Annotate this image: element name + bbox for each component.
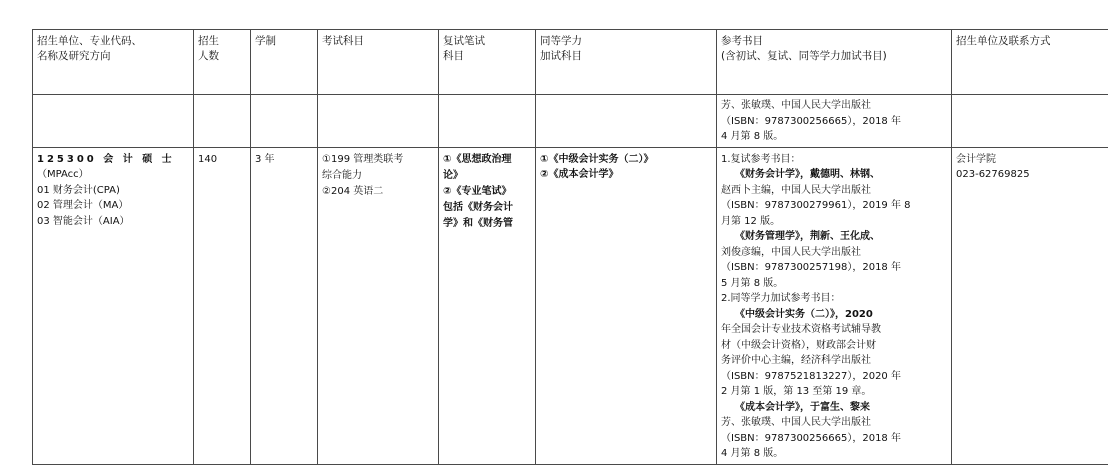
cell-equivalent [536,95,717,148]
header-cell-retest [439,30,536,95]
book-line: （ISBN：9787300256665），2018 年 [721,431,947,447]
book-line: 《财务会计学》，戴德明、林钢、 [721,167,947,183]
header-cell-enroll [194,30,251,95]
header-cell-exam [318,30,439,95]
cell-equivalent [536,147,717,464]
retest-line: 论》 [443,168,531,184]
header-line: 考试科目 [322,34,434,49]
book-line: 《成本会计学》，于富生、黎来 [721,400,947,416]
table-header [33,30,1108,95]
cell-length: 3 年 [251,147,318,464]
header-line: 名称及研究方向 [37,49,189,64]
cell-contact [952,147,1108,464]
cell-exam [318,147,439,464]
cell-major [33,147,194,464]
header-row [33,30,1108,95]
book-line: （ISBN：9787300257198），2018 年 [721,260,947,276]
book-line: 4 月第 8 版。 [721,446,947,462]
header-cell-major [33,30,194,95]
header-cell-equivalent [536,30,717,95]
table-row [33,147,1108,464]
table-row [33,95,1108,148]
book-line: 《财务管理学》，荆新、王化成、 [721,229,947,245]
major-direction: 01 财务会计(CPA) [37,183,189,199]
book-line: （ISBN：9787521813227），2020 年 [721,369,947,385]
header-cell-books [717,30,952,95]
equivalent-line: ①《中级会计实务（二）》 [540,152,712,168]
cell-exam [318,95,439,148]
book-line: （ISBN：9787300256665），2018 年 [721,114,947,130]
book-line: 5 月第 8 版。 [721,276,947,292]
book-line: 4 月第 8 版。 [721,129,947,145]
header-line: 人数 [198,49,246,64]
cell-books [717,147,952,464]
book-section-title: 2.同等学力加试参考书目： [721,291,947,307]
retest-line: 包括《财务会计 [443,200,531,216]
book-line: 材（中级会计资格），财政部会计财 [721,338,947,354]
header-line: 参考书目 [721,34,947,49]
cell-enroll: 140 [194,147,251,464]
exam-line: ①199 管理类联考 [322,152,434,168]
contact-department: 会计学院 [956,152,1108,168]
header-line: 复试笔试 [443,34,531,49]
book-line: 赵西卜主编，中国人民大学出版社 [721,183,947,199]
cell-length [251,95,318,148]
book-line: 刘俊彦编，中国人民大学出版社 [721,245,947,261]
book-line: 芳、张敏璞、中国人民大学出版社 [721,98,947,114]
cell-retest [439,95,536,148]
book-line: 月第 12 版。 [721,214,947,230]
header-line: (含初试、复试、同等学力加试书目) [721,49,947,64]
header-line: 加试科目 [540,49,712,64]
retest-line: 学》和《财务管 [443,216,531,232]
header-line: 科目 [443,49,531,64]
header-line: 招生单位、专业代码、 [37,34,189,49]
book-line: 务评价中心主编，经济科学出版社 [721,353,947,369]
book-section-title: 1.复试参考书目： [721,152,947,168]
exam-line: ②204 英语二 [322,184,434,200]
cell-enroll [194,95,251,148]
retest-line: ①《思想政治理 [443,152,531,168]
contact-phone: 023-62769825 [956,167,1108,183]
book-line: 年全国会计专业技术资格考试辅导教 [721,322,947,338]
book-line: （ISBN：9787300279961），2019 年 8 [721,198,947,214]
book-line: 2 月第 1 版，第 13 至第 19 章。 [721,384,947,400]
header-line: 招生单位及联系方式 [956,34,1108,49]
retest-line: ②《专业笔试》 [443,184,531,200]
major-line: （MPAcc） [37,167,189,183]
header-cell-contact [952,30,1108,95]
book-line: 芳、张敏璞、中国人民大学出版社 [721,415,947,431]
major-direction: 03 智能会计（AIA） [37,214,189,230]
cell-major [33,95,194,148]
header-line: 学制 [255,34,313,49]
exam-line: 综合能力 [322,168,434,184]
book-line: 《中级会计实务（二）》，2020 [721,307,947,323]
cell-retest [439,147,536,464]
major-direction: 02 管理会计（MA） [37,198,189,214]
admissions-table [32,29,1108,465]
header-cell-length [251,30,318,95]
equivalent-line: ②《成本会计学》 [540,167,712,183]
cell-contact [952,95,1108,148]
cell-books [717,95,952,148]
header-line: 招生 [198,34,246,49]
header-line: 同等学力 [540,34,712,49]
table-body [33,95,1108,465]
major-title: 125300 会 计 硕 士 [37,152,189,168]
